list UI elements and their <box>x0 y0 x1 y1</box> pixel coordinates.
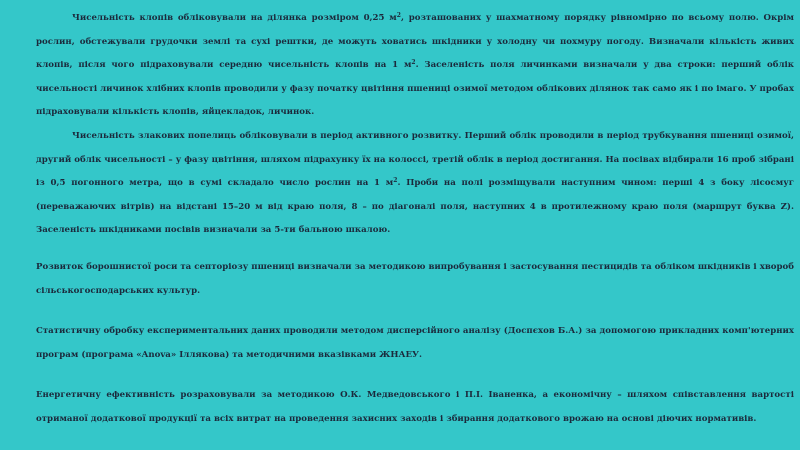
paragraph-text: Чисельність злакових попелиць обліковували в період активного розвитку. Перший облік проводили в період трубкування пшениці озимої, другий облік чисельності – у фазу цвітіння, шляхом підрахунку їх на колоссі, третій облік в період достигання. На посівах відбирали 16 проб зібрані із 0,5 погонного метра, що в сумі складало число рослин на 1 м <box>36 130 794 189</box>
paragraph-efficiency: Енергетичну ефективність розраховували за методикою О.К. Медведовського і П.І. Іваненка, а економічну – шляхом співставлення вартості отриманої додаткової продукції та всіх витрат на проведення захисних заходів і збирання додаткового врожаю на основі діючих нормативів. <box>36 389 794 424</box>
superscript: 2 <box>393 177 398 185</box>
paragraph-aphid-count <box>36 125 794 243</box>
paragraph-text: . Проби на полі розміщували наступним чином: перші 4 з боку лісосмуг (переважаючих вітрів) на відстані 15–20 м від краю поля, 8 – по діагоналі поля, наступних 4 в протилежному краю поля (маршрут буква Z). Заселеність шкідниками посівів визначали за 5-ти бальною шкалою. <box>36 178 794 236</box>
superscript: 2 <box>411 59 416 67</box>
superscript: 2 <box>396 12 401 19</box>
paragraph-disease-assessment: Розвиток борошнистої роси та септоріозу пшениці визначали за методикою випробування і застосування пестицидів та обліком шкідників і хвороб сільськогосподарських культур. <box>36 261 794 296</box>
paragraph-text: , розташованих у шахматному порядку рівномірно по всьому полю. Окрім рослин, обстежували грудочки землі та сухі рештки, де можуть ховатись шкідники у холодну чи похмуру погоду. Визначали кількість живих клопів, після чого підраховували середню чисельність клопів на 1 м <box>36 13 794 71</box>
paragraph-text: Чисельність клопів обліковували на ділянка розміром 0,25 м <box>72 13 397 23</box>
paragraph-text: . Заселеність поля личинками визначали у два строки: перший облік чисельності личинок хлібних клопів проводили у фазу початку цвітіння пшениці озимої методом облікових ділянок так само як і по імаго. У пробах підраховували кількість клопів, яйцекладок, личинок. <box>36 60 794 118</box>
paragraph-bug-count <box>36 7 794 125</box>
paragraph-statistics: Статистичну обробку експериментальних даних проводили методом дисперсійного аналізу (Доспєхов Б.А.) за допомогою прикладних комп'ютерних програм (програма «Anova» Іллякова) та методичними вказівками ЖНАЕУ. <box>36 325 794 360</box>
